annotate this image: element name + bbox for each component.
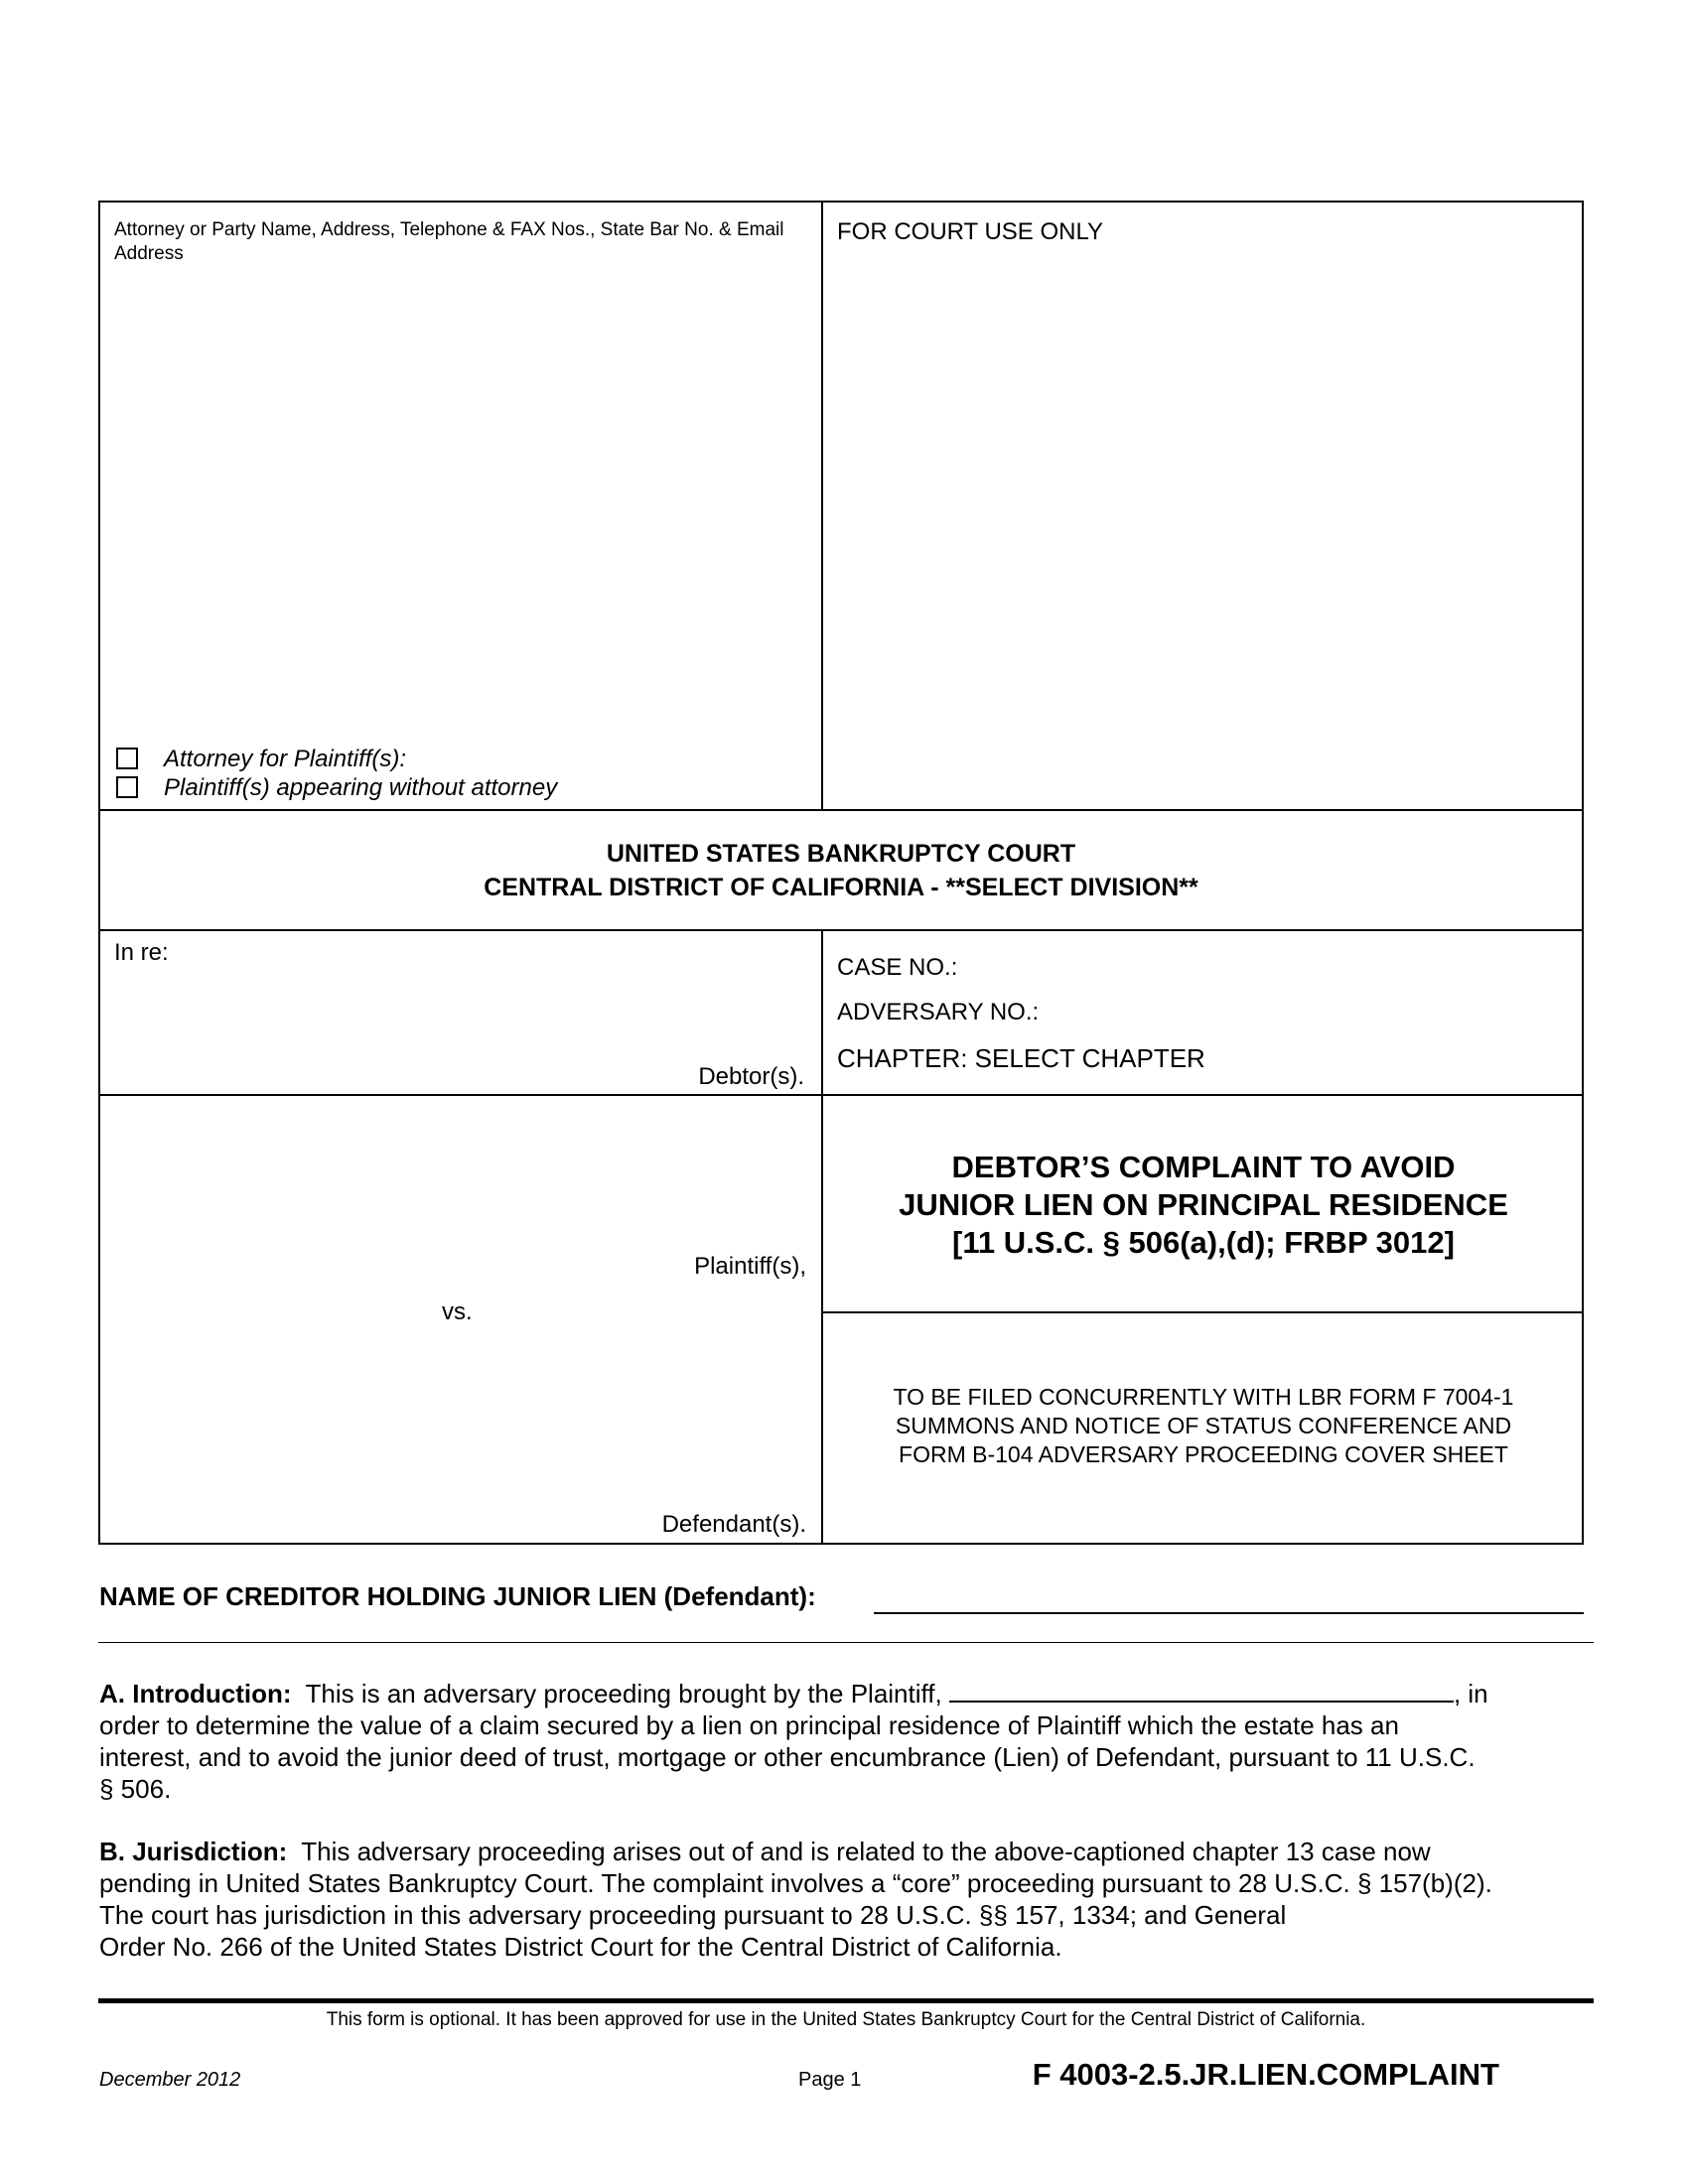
section-b-line-4: Order No. 266 of the United States District Court for the Central District of California.	[99, 1932, 1062, 1962]
in-re-label: In re:	[114, 939, 169, 966]
attorney-for-plaintiff-label: Attorney for Plaintiff(s):	[164, 746, 407, 772]
rule-court-top	[98, 809, 1584, 811]
attorney-label: Attorney or Party Name, Address, Telephone & FAX Nos., State Bar No. & Email Address	[114, 219, 784, 264]
plaintiff-without-attorney-checkbox[interactable]	[116, 776, 138, 798]
section-a-text-1: This is an adversary proceeding brought by the Plaintiff,	[305, 1679, 942, 1708]
section-a-line-3: interest, and to avoid the junior deed of trust, mortgage or other encumbrance (Lien) of Defendant, pursuant to 11 U.S.C.	[99, 1742, 1476, 1772]
title-line-2: JUNIOR LIEN ON PRINCIPAL RESIDENCE	[899, 1187, 1508, 1222]
section-b-text-1: This adversary proceeding arises out of and is related to the above-captioned chapter 13 case now	[301, 1837, 1431, 1866]
section-a-line-4: § 506.	[99, 1774, 172, 1804]
section-a-line-2: order to determine the value of a claim secured by a lien on principal residence of Plaintiff which the estate has an	[99, 1710, 1399, 1740]
rule-case-bottom	[98, 1094, 1584, 1096]
section-a-line-1	[99, 1678, 1589, 1709]
section-a-heading: A. Introduction:	[99, 1679, 292, 1708]
filing-note-line-3: FORM B-104 ADVERSARY PROCEEDING COVER SHEET	[899, 1441, 1508, 1467]
divider-top	[821, 201, 823, 810]
attorney-info-area[interactable]	[114, 273, 809, 740]
section-b-line-2: pending in United States Bankruptcy Court. The complaint involves a “core” proceeding pursuant to 28 U.S.C. § 157(b)(2).	[99, 1868, 1492, 1898]
section-b-line-1	[99, 1836, 1589, 1867]
section-b-heading: B. Jurisdiction:	[99, 1837, 288, 1866]
creditor-label: NAME OF CREDITOR HOLDING JUNIOR LIEN (Defendant):	[99, 1581, 816, 1611]
footer-rule	[98, 1998, 1594, 2003]
court-name: UNITED STATES BANKRUPTCY COURT	[606, 840, 1076, 868]
plaintiff-label: Plaintiff(s),	[694, 1253, 806, 1280]
adversary-no-label: ADVERSARY NO.:	[837, 999, 1040, 1025]
court-district: CENTRAL DISTRICT OF CALIFORNIA - **SELECT DIVISION**	[484, 874, 1198, 901]
defendant-label: Defendant(s).	[661, 1511, 806, 1538]
title-line-1: DEBTOR’S COMPLAINT TO AVOID	[951, 1150, 1456, 1184]
debtor-label: Debtor(s).	[698, 1063, 804, 1090]
filing-note-line-1: TO BE FILED CONCURRENTLY WITH LBR FORM F 7004-1	[893, 1384, 1514, 1410]
rule-court-bottom	[98, 929, 1584, 931]
creditor-rule	[98, 1642, 1594, 1643]
footer-notice: This form is optional. It has been approved for use in the United States Bankruptcy Court for the Central District of California.	[326, 2009, 1366, 2030]
title-line-3: [11 U.S.C. § 506(a),(d); FRBP 3012]	[952, 1225, 1455, 1260]
section-b-line-3: The court has jurisdiction in this adversary proceeding pursuant to 28 U.S.C. §§ 157, 1334; and General	[99, 1900, 1287, 1930]
footer-page: Page 1	[798, 2069, 862, 2091]
section-a-text-2: , in	[1453, 1679, 1488, 1708]
rule-title-bottom	[823, 1311, 1584, 1313]
footer-form-id: F 4003-2.5.JR.LIEN.COMPLAINT	[1032, 2057, 1499, 2092]
filing-note-line-2: SUMMONS AND NOTICE OF STATUS CONFERENCE AND	[895, 1413, 1512, 1438]
section-a	[99, 1678, 1589, 1805]
chapter-select[interactable]: CHAPTER: SELECT CHAPTER	[837, 1043, 1205, 1073]
footer-date: December 2012	[99, 2069, 241, 2091]
court-use-label: FOR COURT USE ONLY	[837, 218, 1104, 245]
section-b	[99, 1836, 1589, 1963]
creditor-name-field[interactable]	[874, 1582, 1584, 1614]
attorney-for-plaintiff-checkbox[interactable]	[116, 748, 138, 769]
case-no-label: CASE NO.:	[837, 954, 958, 981]
vs-label: vs.	[442, 1298, 473, 1325]
plaintiff-without-attorney-label: Plaintiff(s) appearing without attorney	[164, 774, 558, 801]
plaintiff-name-field[interactable]	[949, 1679, 1454, 1703]
